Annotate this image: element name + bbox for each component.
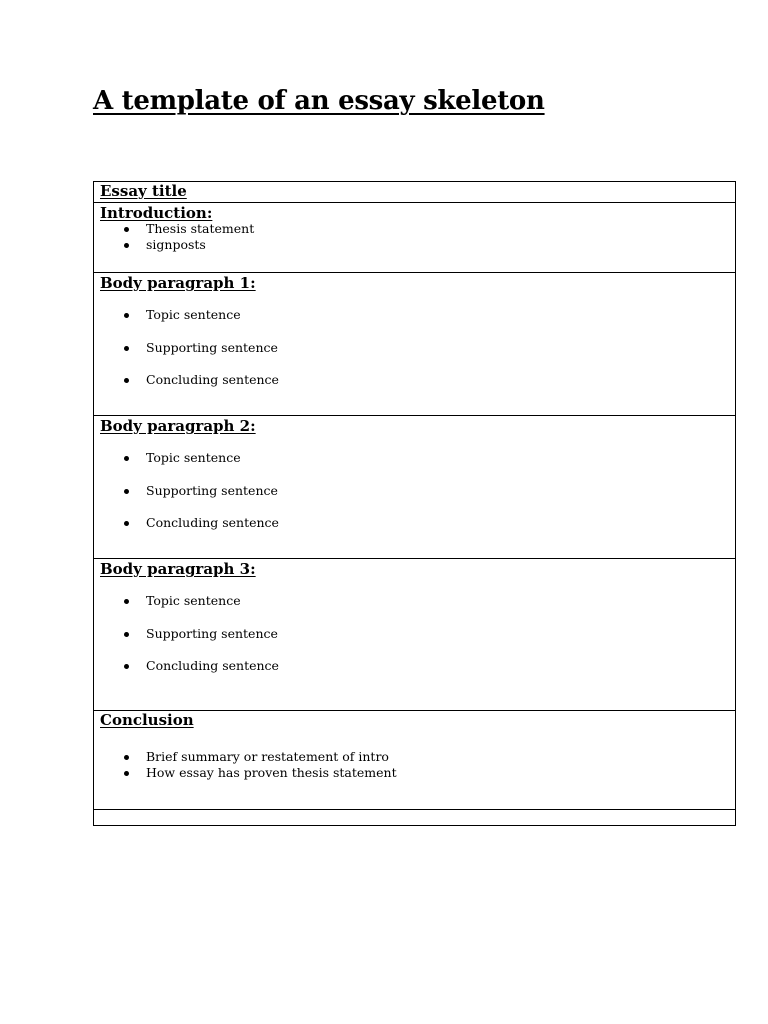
section-heading-body-paragraph-2: Body paragraph 2: — [100, 417, 256, 435]
table-row-body-paragraph-1 — [94, 273, 736, 416]
bullet-icon — [124, 456, 129, 461]
table-row-body-paragraph-3 — [94, 559, 736, 711]
essay-skeleton-table — [93, 181, 736, 826]
list-item — [100, 372, 729, 388]
page-title: A template of an essay skeleton — [93, 86, 545, 116]
list-item — [100, 749, 729, 765]
table-row-conclusion — [94, 711, 736, 810]
introduction-cell — [94, 203, 736, 273]
essay-title-label: Essay title — [100, 182, 187, 200]
body-paragraph-1-cell — [94, 273, 736, 416]
section-heading-body-paragraph-1: Body paragraph 1: — [100, 274, 256, 292]
body-paragraph-2-list — [100, 450, 729, 531]
bullet-icon — [124, 378, 129, 383]
list-item — [100, 221, 729, 237]
table-row-introduction — [94, 203, 736, 273]
bullet-icon — [124, 346, 129, 351]
list-item-text: Topic sentence — [146, 593, 241, 608]
section-heading-body-paragraph-3: Body paragraph 3: — [100, 560, 256, 578]
list-item-text: Topic sentence — [146, 450, 241, 465]
list-item-text: Concluding sentence — [146, 658, 279, 673]
list-item — [100, 483, 729, 499]
bullet-icon — [124, 489, 129, 494]
list-item-text: Supporting sentence — [146, 625, 278, 641]
list-item-text: Concluding sentence — [146, 372, 279, 387]
list-item — [100, 765, 729, 781]
bullet-icon — [124, 599, 129, 604]
list-item — [100, 658, 729, 674]
body-paragraph-3-cell — [94, 559, 736, 711]
introduction-list — [100, 221, 729, 253]
list-item — [100, 515, 729, 531]
empty-cell — [94, 810, 736, 826]
table-row-body-paragraph-2 — [94, 416, 736, 559]
bullet-icon — [124, 313, 129, 318]
bullet-icon — [124, 243, 129, 248]
bullet-icon — [124, 521, 129, 526]
list-item-text: How essay has proven thesis statement — [146, 765, 397, 780]
bullet-icon — [124, 632, 129, 637]
list-item — [100, 450, 729, 466]
list-item-text: Supporting sentence — [146, 339, 278, 355]
list-item-text: Thesis statement — [146, 221, 255, 236]
essay-title-cell — [94, 182, 736, 203]
bullet-icon — [124, 664, 129, 669]
list-item-text: Concluding sentence — [146, 515, 279, 530]
body-paragraph-1-list — [100, 307, 729, 388]
section-heading-introduction: Introduction: — [100, 204, 213, 222]
list-item — [100, 593, 729, 609]
table-row-empty — [94, 810, 736, 826]
list-item-text: Topic sentence — [146, 307, 241, 322]
list-item-text: Brief summary or restatement of intro — [146, 749, 389, 764]
list-item — [100, 626, 729, 642]
list-item-text: Supporting sentence — [146, 482, 278, 498]
body-paragraph-2-cell — [94, 416, 736, 559]
bullet-icon — [124, 771, 129, 776]
section-heading-conclusion: Conclusion — [100, 711, 194, 729]
body-paragraph-3-list — [100, 593, 729, 674]
bullet-icon — [124, 755, 129, 760]
conclusion-cell — [94, 711, 736, 810]
conclusion-list — [100, 749, 729, 781]
bullet-icon — [124, 227, 129, 232]
list-item — [100, 237, 729, 253]
list-item-text: signposts — [146, 237, 206, 252]
table-row-essay-title — [94, 182, 736, 203]
list-item — [100, 340, 729, 356]
list-item — [100, 307, 729, 323]
